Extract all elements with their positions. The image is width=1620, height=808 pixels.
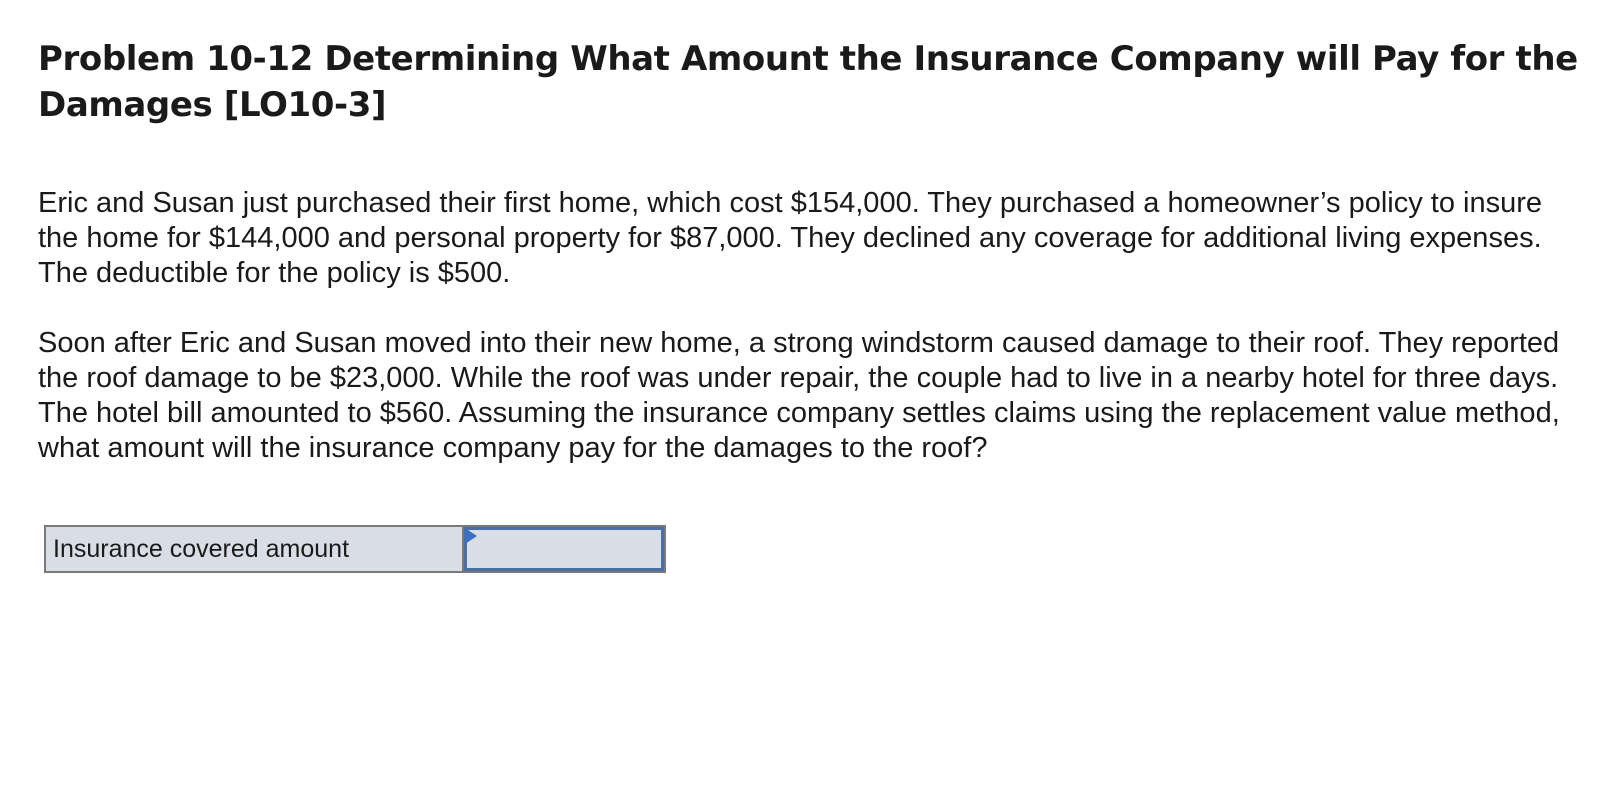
problem-content bbox=[38, 36, 1588, 466]
problem-question: Soon after Eric and Susan moved into their new home, a strong windstorm caused damage to their roof. They reported the roof damage to be $23,000. While the roof was under repair, the couple had to live in a nearby hotel for three days. The hotel bill amounted to $560. Assuming the insurance company settles claims using the replacement value method, what amount will the insurance company pay for the damages to the roof? bbox=[38, 327, 1560, 464]
problem-title: Problem 10-12 Determining What Amount the Insurance Company will Pay for the Damages [LO10-3] bbox=[38, 39, 1578, 125]
answer-table bbox=[44, 525, 666, 573]
problem-paragraph: Eric and Susan just purchased their first home, which cost $154,000. They purchased a homeowner’s policy to insure the home for $144,000 and personal property for $87,000. They declined any coverage for additional living expenses. The deductible for the policy is $500. bbox=[38, 187, 1542, 289]
answer-label: Insurance covered amount bbox=[44, 525, 462, 573]
insurance-covered-amount-input[interactable] bbox=[464, 527, 664, 571]
answer-cell bbox=[462, 525, 666, 573]
